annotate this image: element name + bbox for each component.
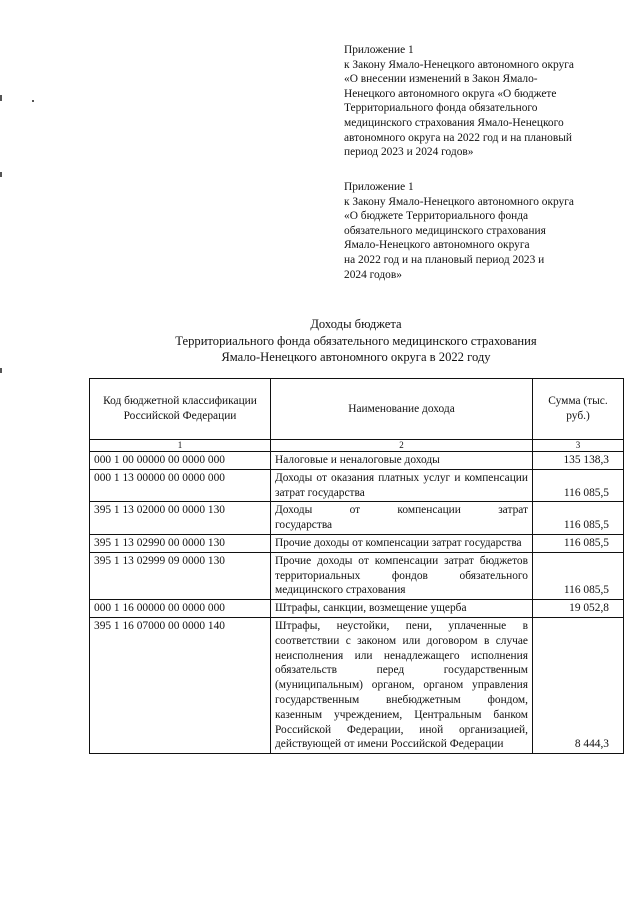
table-header-row bbox=[90, 379, 624, 440]
row-amount: 19 052,8 bbox=[533, 600, 624, 618]
row-name: Прочие доходы от компенсации затрат государства bbox=[271, 534, 533, 552]
row-name: Налоговые и неналоговые доходы bbox=[271, 452, 533, 470]
row-name: Доходы от компенсации затрат государства bbox=[271, 502, 533, 535]
table-row bbox=[90, 552, 624, 599]
scan-mark bbox=[0, 368, 2, 373]
row-amount: 116 085,5 bbox=[533, 534, 624, 552]
table-row bbox=[90, 502, 624, 535]
row-code: 000 1 16 00000 00 0000 000 bbox=[90, 600, 271, 618]
column-number-row bbox=[90, 440, 624, 452]
row-name: Прочие доходы от компенсации затрат бюджетов территориальных фондов обязательного медицинского страхования bbox=[271, 552, 533, 599]
row-code: 395 1 13 02990 00 0000 130 bbox=[90, 534, 271, 552]
column-number: 1 bbox=[90, 440, 271, 452]
table-row bbox=[90, 452, 624, 470]
row-name: Штрафы, санкции, возмещение ущерба bbox=[271, 600, 533, 618]
row-code: 395 1 16 07000 00 0000 140 bbox=[90, 617, 271, 753]
row-code: 395 1 13 02999 09 0000 130 bbox=[90, 552, 271, 599]
row-name: Штрафы, неустойки, пени, уплаченные в соответствии с законом или договором в случае неисполнения или ненадлежащего исполнения обязательств перед государственным (муниципальным) органом, органом управления государственным внебюджетным фондом, казенным учреждением, Центральным банком Российской Федерации, иной организацией, действующей от имени Российской Федерации bbox=[271, 617, 533, 753]
row-amount: 8 444,3 bbox=[533, 617, 624, 753]
annex-original: Приложение 1 к Закону Ямало-Ненецкого автономного округа «О бюджете Территориального фонда обязательного медицинского страхования Ямало-Ненецкого автономного округа на 2022 год и на плановый период 2023 и 2024 годов» bbox=[344, 181, 574, 281]
header-amount: Сумма (тыс. руб.) bbox=[533, 379, 624, 440]
row-code: 000 1 00 00000 00 0000 000 bbox=[90, 452, 271, 470]
header-name: Наименование дохода bbox=[271, 379, 533, 440]
row-code: 000 1 13 00000 00 0000 000 bbox=[90, 469, 271, 502]
table-row bbox=[90, 469, 624, 502]
scan-mark bbox=[0, 172, 2, 177]
table-row bbox=[90, 534, 624, 552]
document-title: Доходы бюджета Территориального фонда обязательного медицинского страхования Ямало-Ненецкого автономного округа в 2022 году bbox=[175, 317, 537, 365]
annex-current: Приложение 1 к Закону Ямало-Ненецкого автономного округа «О внесении изменений в Закон Ямало- Ненецкого автономного округа «О бюджете Территориального фонда обязательного медицинского страхования Ямало-Ненецкого автономного округа на 2022 год и на плановый период 2023 и 2024 годов» bbox=[344, 44, 574, 159]
row-amount: 135 138,3 bbox=[533, 452, 624, 470]
table-row bbox=[90, 617, 624, 753]
scan-mark bbox=[32, 100, 34, 102]
row-amount: 116 085,5 bbox=[533, 502, 624, 535]
scan-mark bbox=[0, 95, 2, 101]
table-row bbox=[90, 600, 624, 618]
row-amount: 116 085,5 bbox=[533, 552, 624, 599]
row-amount: 116 085,5 bbox=[533, 469, 624, 502]
row-code: 395 1 13 02000 00 0000 130 bbox=[90, 502, 271, 535]
revenue-table bbox=[89, 378, 624, 754]
header-code: Код бюджетной классификации Российской Федерации bbox=[90, 379, 271, 440]
column-number: 2 bbox=[271, 440, 533, 452]
column-number: 3 bbox=[533, 440, 624, 452]
row-name: Доходы от оказания платных услуг и компенсации затрат государства bbox=[271, 469, 533, 502]
